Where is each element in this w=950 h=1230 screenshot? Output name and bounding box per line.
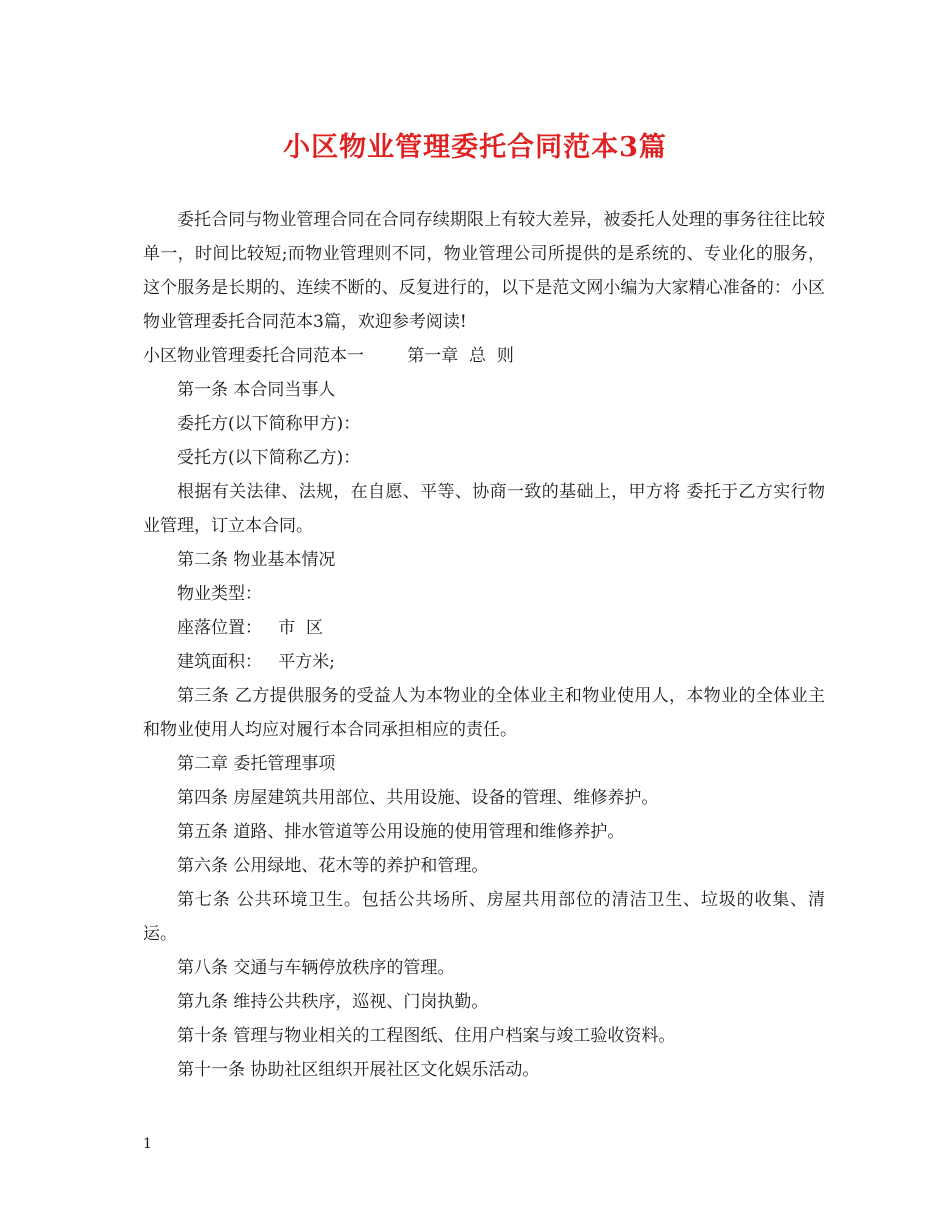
paragraph-article-2: 第二条 物业基本情况 [177,550,336,570]
paragraph-article-10: 第十条 管理与物业相关的工程图纸、住用户档案与竣工验收资料。 [177,1026,676,1046]
paragraph-article-3: 第三条 乙方提供服务的受益人为本物业的全体业主和物业使用人，本物业的全体业主和物业使用人均应对履行本合同承担相应的责任。 [143,686,825,740]
paragraph-article-1: 第一条 本合同当事人 [177,380,336,400]
paragraph-article-5: 第五条 道路、排水管道等公用设施的使用管理和维修养护。 [177,822,625,842]
paragraph-location: 座落位置： 市 区 [177,618,324,638]
document-title: 小区物业管理委托合同范本3篇 [283,132,667,163]
paragraph-article-4: 第四条 房屋建筑共用部位、共用设施、设备的管理、维修养护。 [177,788,659,808]
paragraph-article-7: 第七条 公共环境卫生。包括公共场所、房屋共用部位的清洁卫生、垃圾的收集、清运。 [143,890,825,944]
paragraph-property-type: 物业类型： [177,584,262,604]
paragraph-article-9: 第九条 维持公共秩序，巡视、门岗执勤。 [177,992,489,1012]
paragraph-basis: 根据有关法律、法规，在自愿、平等、协商一致的基础上，甲方将 委托于乙方实行物业管理，订立本合同。 [143,482,825,536]
paragraph-article-6: 第六条 公用绿地、花木等的养护和管理。 [177,856,489,876]
page-number: 1 [143,1136,152,1152]
paragraph-article-8: 第八条 交通与车辆停放秩序的管理。 [177,958,455,978]
paragraph-party-a: 委托方(以下简称甲方)： [177,414,361,434]
document-body [143,203,825,1087]
paragraph-building-area: 建筑面积： 平方米; [177,652,335,672]
paragraph-article-11: 第十一条 协助社区组织开展社区文化娱乐活动。 [177,1060,540,1080]
chapter-2-heading: 第二章 委托管理事项 [177,754,336,774]
paragraph-party-b: 受托方(以下简称乙方)： [177,448,361,468]
section-heading: 小区物业管理委托合同范本一 第一章 总 则 [143,346,514,366]
intro-paragraph: 委托合同与物业管理合同在合同存续期限上有较大差异，被委托人处理的事务往往比较单一，时间比较短;而物业管理则不同，物业管理公司所提供的是系统的、专业化的服务，这个服务是长期的、连续不断的、反复进行的，以下是范文网小编为大家精心准备的：小区物业管理委托合同范本3篇，欢迎参考阅读! [143,210,825,332]
